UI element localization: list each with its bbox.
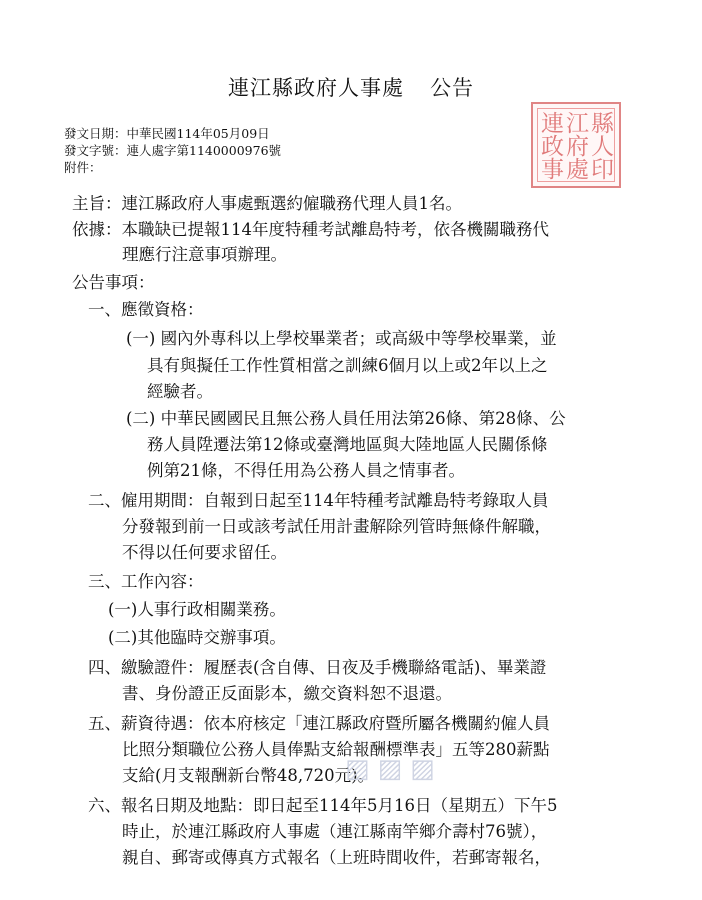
title-issuer: 連江縣政府人事處 (228, 76, 404, 100)
document-title (0, 72, 702, 102)
attachment-label: 附件： (64, 160, 102, 175)
section-2-line-1: 二、僱用期間：自報到日起至114年特種考試離島特考錄取人員 (88, 491, 549, 510)
section-6-line-3: 親自、郵寄或傳真方式報名（上班時間收件，若郵寄報名， (122, 848, 551, 867)
section-4-line-2: 書、身份證正反面影本，繳交資料恕不退還。 (122, 684, 452, 703)
section-1b-line-3: 例第21條，不得任用為公務人員之情事者。 (147, 461, 465, 480)
section-5-line-1: 五、薪資待遇：依本府核定「連江縣政府暨所屬各機關約僱人員 (88, 714, 550, 733)
section-5-line-2: 比照分類職位公務人員俸點支給報酬標準表」五等280薪點 (122, 740, 550, 759)
section-1a-line-1: (一) 國內外專科以上學校畢業者；或高級中等學校畢業，並 (126, 329, 557, 348)
section-3a: (一)人事行政相關業務。 (108, 600, 286, 619)
issue-date: 發文日期：中華民國114年05月09日 (64, 126, 270, 141)
official-seal: 連 江 縣 政 府 人 事 處 印 (531, 102, 621, 188)
faint-stamp-mark: ▨▨▨ (345, 754, 443, 784)
section-5-line-3: 支給(月支報酬新台幣48,720元)。 (122, 766, 375, 785)
section-1b-line-1: (二) 中華民國國民且無公務人員任用法第26條、第28條、公 (126, 409, 566, 428)
subject-line: 主旨：連江縣政府人事處甄選約僱職務代理人員1名。 (72, 194, 462, 213)
section-1-heading: 一、應徵資格： (88, 300, 204, 319)
section-3b: (二)其他臨時交辦事項。 (108, 628, 286, 647)
notice-heading: 公告事項： (72, 273, 155, 292)
doc-number: 發文字號：連人處字第1140000976號 (64, 143, 282, 158)
section-4-line-1: 四、繳驗證件：履歷表(含自傳、日夜及手機聯絡電話)、畢業證 (88, 658, 547, 677)
section-3-heading: 三、工作內容： (88, 572, 204, 591)
section-6-line-1: 六、報名日期及地點：即日起至114年5月16日（星期五）下午5 (88, 796, 558, 815)
section-6-line-2: 時止，於連江縣政府人事處（連江縣南竿鄉介壽村76號）， (122, 822, 548, 841)
section-2-line-2: 分發報到前一日或該考試任用計畫解除列管時無條件解職， (122, 517, 551, 536)
section-2-line-3: 不得以任何要求留任。 (122, 543, 287, 562)
section-1b-line-2: 務人員陞遷法第12條或臺灣地區與大陸地區人民關係條 (147, 435, 548, 454)
title-type: 公告 (430, 76, 474, 100)
basis-line-1: 依據：本職缺已提報114年度特種考試離島特考，依各機關職務代 (72, 220, 549, 239)
basis-line-2: 理應行注意事項辦理。 (122, 245, 287, 264)
section-1a-line-2: 具有與擬任工作性質相當之訓練6個月以上或2年以上之 (147, 356, 548, 375)
section-1a-line-3: 經驗者。 (147, 382, 213, 401)
